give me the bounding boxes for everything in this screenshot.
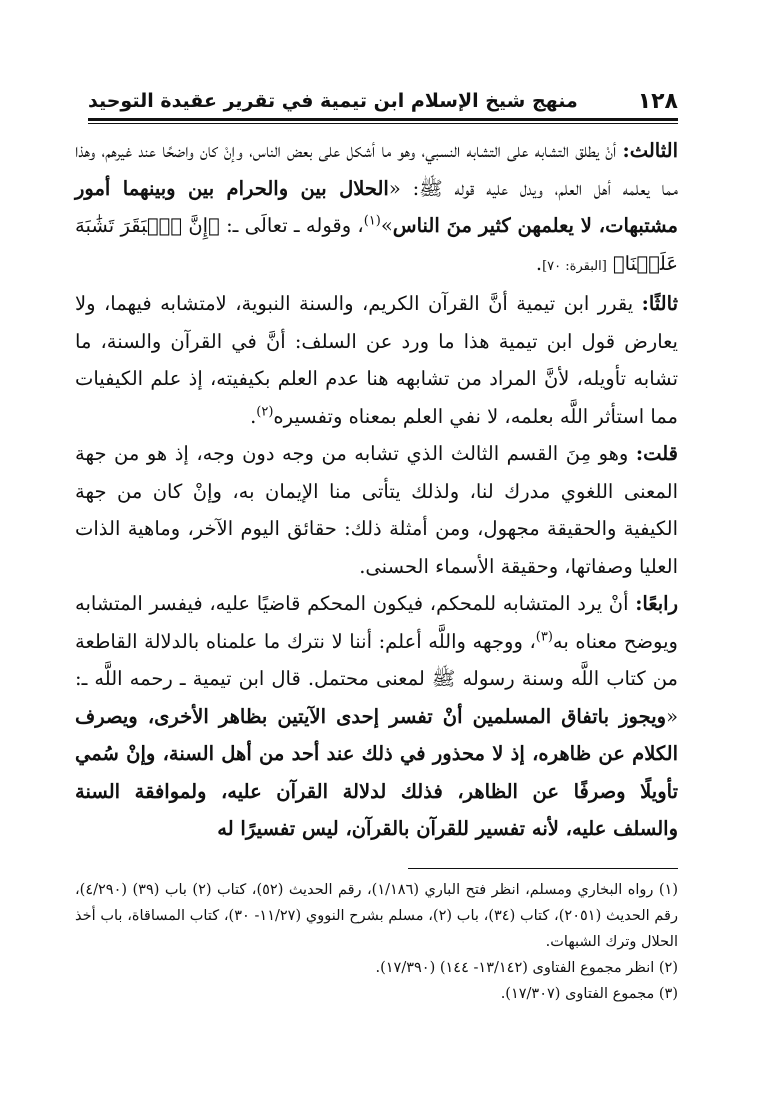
footnote: (٢) انظر مجموع الفتاوى (١٣/١٤٢- ١٤٤) (١٧/٣٩٠). <box>375 960 678 976</box>
paragraph-text: » <box>380 214 393 237</box>
paragraph-text: أنْ يرد المتشابه للمحكم، فيكون المحكم قاضيًا عليه، فيفسر المتشابه ويوضح معناه به <box>75 592 678 653</box>
paragraph-text: وهو مِنَ القسم الثالث الذي تشابه من وجه دون وجه، إذ هو من جهة المعنى اللغوي مدرك لنا، ولذلك يتأتى منا الإيمان به، وإنْ كان من جهة الكيفية والحقيقة مجهول، ومن أمثلة ذلك: حقائق اليوم الآخر، وماهية الذات العليا وصفاتها، وحقيقة الأسماء الحسنى. <box>75 442 678 578</box>
ibn-taymiyya-quote: ويجوز باتفاق المسلمين أنْ تفسر إحدى الآيتين بظاهر الأخرى، ويصرف الكلام عن ظاهره، إذ لا محذور في ذلك عند أحد من أهل السنة، وإنْ سُمي تأويلًا وصرفًا عن الظاهر، فذلك لدلالة القرآن عليه، ولموافقة السنة والسلف عليه، لأنه تفسير للقرآن بالقرآن، ليس تفسيرًا له <box>75 704 678 840</box>
paragraph-label: قلت: <box>635 442 678 465</box>
paragraph-label: الثالث: <box>622 139 678 162</box>
footnote-separator <box>408 868 678 869</box>
page-number: ١٢٨ <box>637 88 678 114</box>
footnote-marker: (١) <box>363 213 381 229</box>
paragraph-third-meaning <box>75 132 678 285</box>
paragraph-text: أنْ يطلق التشابه على التشابه النسبي، وهو ما أشكل على بعض الناس، وإنْ كان واضحًا عند غيرهم، وهذا مما يعلمه أهل العلم، ويدل عليه قوله ﷺ: « <box>75 139 678 200</box>
running-header <box>88 84 678 118</box>
hadith-quote: الحلال بين والحرام بين وبينهما أمور مشتبهات، لا يعلمهن كثير منَ الناس <box>75 176 678 237</box>
footnote-marker: (٣) <box>535 629 553 644</box>
footnotes <box>75 877 678 1007</box>
quran-reference: [البقرة: ٧٠] <box>542 258 607 274</box>
footnote: (١) رواه البخاري ومسلم، انظر فتح الباري (١/١٨٦)، رقم الحديث (٥٢)، كتاب (٢) باب (٣٩) (٤/٢٩٠)، رقم الحديث (٢٠٥١)، كتاب (٣٤)، باب (٢)، مسلم بشرح النووي (١١/٢٧- ٣٠)، كتاب المساقاة، باب أخذ الحلال وترك الشبهات. <box>75 882 678 950</box>
paragraph-fourthly <box>75 585 678 848</box>
paragraph-i-said <box>75 435 678 585</box>
paragraph-text: ، وقوله ـ تعالَى ـ: ﴿إِنَّ ٱلۡبَقَرَ تَشَٰبَهَ عَلَيۡنَا﴾ <box>75 214 678 275</box>
header-rule-thin <box>88 123 678 124</box>
paragraph-text: . <box>250 404 257 428</box>
paragraph-text: يقرر ابن تيمية أنَّ القرآن الكريم، والسنة النبوية، لامتشابه فيهما، ولا يعارض قول ابن تيمية هذا ما ورد عن السلف: أنَّ في القرآن والسنة، ما تشابه تأويله، لأنَّ المراد من تشابهه هنا عدم العلم بكيفيته، إذ علم الكيفيات مما استأثر اللَّه بعلمه، لا نفي العلم بمعناه وتفسيره <box>75 292 678 428</box>
paragraph-text: . <box>535 251 543 275</box>
paragraph-label: ثالثًا: <box>641 292 678 315</box>
footnote-marker: (٢) <box>256 404 274 419</box>
paragraph-thirdly <box>75 285 678 435</box>
main-text <box>75 132 678 848</box>
paragraph-label: رابعًا: <box>635 592 678 615</box>
paragraph-text: ، ووجهه واللَّه أعلم: أننا لا نترك ما علمناه بالدلالة القاطعة من كتاب اللَّه وسنة رسوله ﷺ لمعنى محتمل. قال ابن تيمية ـ رحمه اللَّه ـ: « <box>75 629 678 728</box>
running-title: منهج شيخ الإسلام ابن تيمية في تقرير عقيدة التوحيد <box>88 90 578 112</box>
header-rule-thick <box>88 118 678 121</box>
footnote: (٣) مجموع الفتاوى (١٧/٣٠٧). <box>500 986 678 1002</box>
